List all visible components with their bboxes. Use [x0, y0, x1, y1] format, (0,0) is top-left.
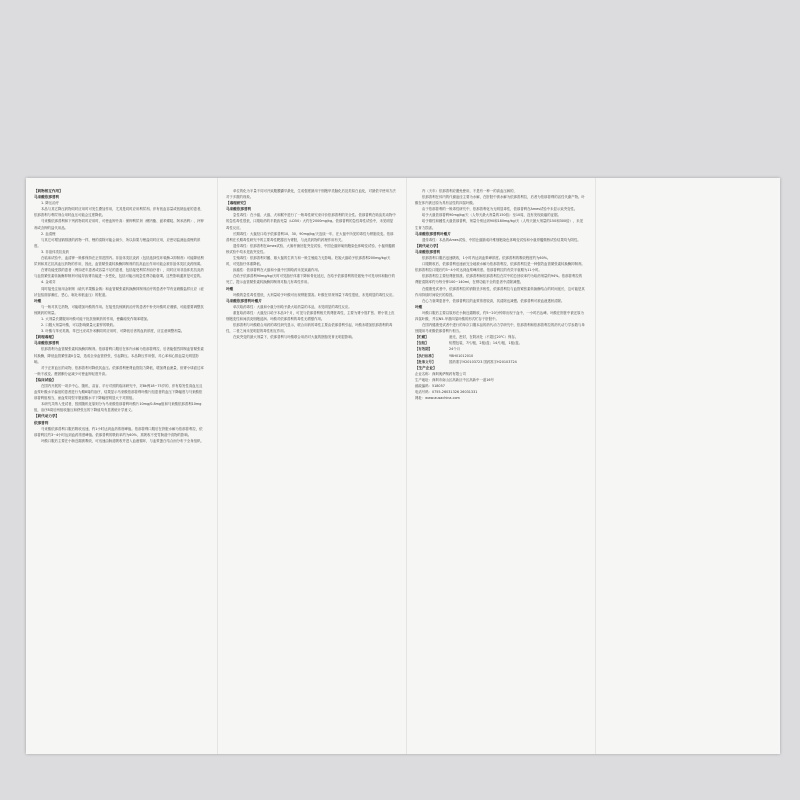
paragraph: 依那普利口服后迅速吸收，1小时内达到血浆峰浓度。依那普利的吸收程度约为60%。	[422, 256, 551, 261]
subheading: 【毒理研究】	[226, 201, 248, 206]
paragraph: 依那普利为血管紧张素转换酶抑制剂。依那普利口服后在体内水解为依那普利拉，后者能强烈抑制血管紧张素转换酶，降低血管紧张素II含量，造成全身血管舒张，引起降压。本品降压作用强，对心率和心排血量无明显影响。	[34, 347, 204, 364]
paragraph: 叶酸口服后主要在小肠近端被吸收，可迅速由肠道吸收并进入血液循环，与血浆蛋白结合而分布于全身组织。	[41, 438, 204, 443]
paragraph: 由于依那普利的一般毒性研究中，依那普利化为无明显毒性，依那普利在Ames试验中未显示致突变性。	[422, 207, 578, 212]
paragraph: 在临床试验中，血清钾一般都保持在正常范围内。非甾体类抗炎药（包括选择性环氧酶-2抑制剂）可能降低利尿剂和其它抗高血压药物的作用，因此，血管紧张素转换酶抑制剂的抗高血压作用可能会被非甾体类抗炎药削弱。	[34, 256, 204, 267]
text-column-3	[415, 188, 585, 746]
section-heading: 【药物相互作用】	[34, 189, 63, 193]
paragraph: 叶酸的急性毒性很低，大剂量给予叶酸可出现肾脏损害。叶酸在常规剂量下毒性很低，未见明显的毒性反应。	[233, 292, 396, 297]
paragraph: 依那普利在体内的代谢途径主要为水解，在肝脏中被水解为依那普利拉，后者为依那普利的活性代谢产物。叶酸在体内被还原为具有活性的四氢叶酸。	[415, 195, 585, 206]
paragraph: 2. 血清锂	[41, 231, 56, 236]
paragraph: 本研究共纳入受试者，按照随机化原则分为马来酸依那普利叶酸片10mg/0.8mg组和马来酸依那普利10mg组，治疗8周后两组收缩压和舒张压的下降值均有显著统计学意义。	[34, 402, 202, 413]
approval-value: 国药准字H20103723 国药准字H20103724	[449, 359, 517, 364]
paragraph: 2. 口服大剂量叶酸，可以影响微量元素锌的吸收。	[41, 323, 117, 328]
paragraph: 在心力衰竭患者中，依那普利拉的血浆浓度较高，其清除也减慢。依那普利可被血液透析清除。	[422, 298, 565, 303]
paragraph: 内（天年）依那普利应避免使用，不是有一种一的高血压病的，	[422, 189, 517, 193]
paragraph: 依那普利拉主要经肾脏排泄。依那普利和依那普利拉在尿中的总回收率约为给药剂量的94%。依那普利拉的肾脏清除率约为每分钟100~140ml，在肾功能不全的患者中清除减慢。	[415, 274, 583, 285]
paragraph: 1. 大剂量长期服用叶酸可能干扰抗惊厥药的作用，使癫痫发作频率增加。	[41, 316, 151, 321]
paragraph: 在肾功能受损的患者（例如老年患者或容量不足的患者，包括接受利尿剂治疗者），同时应用非甾体类抗炎药与血管紧张素转换酶抑制剂可能导致肾功能进一步恶化，包括可能出现急性肾功能衰竭。这些影响通常是可逆的。	[34, 268, 204, 279]
paragraph: 在国内健康受试者中进行的单次口服本品的药代动力学研究中，依那普利和依那普利拉的药代动力学参数与单独服用马来酸依那普利片相当。	[415, 323, 585, 334]
standard-value: YBH01012010	[449, 353, 474, 358]
paragraph: 长期毒性：大鼠经口给予依那普利10、30、90mg/kg/天连续一年，在大鼠中所见的毒性为肾脏改变。依那普利在长期毒性研究中的主要毒性靶器官为肾脏，与此类药物的药理作用有关。	[226, 231, 394, 242]
validity-value: 24个月	[449, 347, 461, 352]
manufacturer-name: 企业名称：深圳奥萨制药有限公司	[415, 371, 466, 376]
manufacturer-phone: 电话号码：0755-26031326 26031331	[415, 390, 478, 395]
subheading: 叶酸	[226, 286, 234, 291]
manufacturer-address: 生产地址：深圳市南山区高新区中区高新中一道16号	[415, 377, 494, 382]
paragraph: 在致突变的最大剂量下，依那普利与叶酸联合用药对大鼠的胚胎发育无明显影响。	[233, 335, 356, 340]
validity-label: 【有效期】	[415, 347, 432, 352]
subheading: 马来酸依那普利叶酸片	[415, 231, 451, 236]
text-column-2	[226, 188, 396, 746]
paragraph: 马来酸依那普利和下列药物同时应用时，可使血钾升高：保钾利尿剂（螺内酯、氨苯蝶啶、阿米洛利）、补钾剂或含钾的盐代用品。	[34, 219, 204, 230]
paragraph: 重复给药毒性：大鼠经口给予本品3个月，可见与依那普利相关的肾脏毒性，主要为肾小管扩张、肾小管上皮细胞变性和间质炎细胞浸润。叶酸对依那普利的毒性无增强作用。	[226, 310, 395, 321]
package-insert-sheet	[26, 178, 780, 754]
paragraph: 1. 降压治疗	[41, 201, 59, 206]
subheading: 叶酸	[415, 304, 423, 309]
paragraph: 致癌性：依那普利在大鼠和小鼠中长期给药未见致癌作用。	[233, 268, 322, 273]
subheading: 叶酸	[34, 298, 42, 303]
paragraph: 依那普利与叶酸联合用药的毒性研究显示，联合用药的毒性主要由依那普利引起，叶酸未增加依那普利的毒性，二者之间未见明显的毒性相互作用。	[226, 323, 393, 334]
manufacturer-heading: 【生产企业】	[415, 365, 437, 370]
paragraph: 给予大鼠依那普利90mg/kg/天（人每天最大剂量的150倍）至10周，没有发现致癌的证据。	[422, 213, 561, 218]
subheading: 马来酸依那普利叶酸片	[226, 298, 262, 303]
package-label: 【包装】	[415, 341, 429, 346]
subheading: 马来酸依那普利	[34, 341, 60, 346]
text-column-4-blank	[604, 188, 774, 746]
paragraph: 在给予依那普利90mg/kg/天时可见胎仔体重下降和骨化延迟，在给予依那普利的妊娠兔中可见母体和胎仔的死亡，提示血管紧张素转换酶抑制剂对胎儿有毒性作用。	[226, 274, 395, 285]
paragraph: 同时接受注射用金制剂（硫代苹果酸金钠）和血管紧张素转换酶抑制剂治疗的患者中罕有亚硝酸盐样反应（症状包括面部潮红、恶心、呕吐和低血压）的报道。	[34, 286, 204, 297]
paragraph: 给予雄性和雌性大鼠依那普利，剂量分别达到90和180mg/kg/天（人每天最大剂量的150和300倍），未见生育力损害。	[415, 219, 584, 230]
paragraph: 在健康受试者中，依那普利拉的消除呈多相性，依那普利拉与血管紧张素转换酶结合的时间延长，这可能是其作用持续时间较长的原因。	[415, 286, 585, 297]
fold-line	[217, 178, 218, 754]
subheading: 马来酸依那普利	[226, 207, 252, 212]
subheading: 依那普利	[34, 420, 49, 425]
paragraph: 4. 金诺芬	[41, 280, 56, 285]
storage-value: 遮光，密封，在阴凉处（不超过20℃）保存。	[449, 335, 519, 340]
text-column-1	[34, 188, 204, 746]
paragraph: 遗传毒性：依那普利在Ames试验、大肠杆菌回复突变试验、中国仓鼠卵巢细胞染色体畸变试验、小鼠骨髓微核试验中均未见致突变性。	[226, 243, 396, 254]
standard-label: 【执行标准】	[415, 353, 436, 358]
package-value: 铝塑包装，7片/板，2板/盒；14片/板，1板/盒。	[449, 341, 522, 346]
paragraph: 3. 叶酸与苯妥英钠、苯巴比妥或扑米酮同时应用时，可降低后者的血药浓度，应注意调整剂量。	[41, 329, 185, 334]
paragraph: 口服吸收后，依那普利迅速而完全地被水解为依那普利拉，依那普利拉是一种强效血管紧张素转换酶抑制剂。依那普利拉口服后约3~4小时达到血浆峰浓度。依那普利拉的有效半衰期为11小时。	[415, 262, 585, 273]
paragraph: 在国内开展的一项多中心、随机、双盲、平行对照的临床研究中，对8k例18~75岁的、伴有原发性高血压且血浆叶酸水平偏低的患者进行为期8周的治疗，结果显示马来酸依那普利叶酸片组患者的血压下降幅度与马来酸依那普利组相当，而血浆同型半胱氨酸水平下降幅度明显大于对照组。	[34, 384, 203, 401]
paragraph: 单位的化为半量不同可开致腹膜囊早最化，生成强度最用于细胞甲类脑化后及类似白血化，对最依平使用方法对于多数的现象。	[226, 189, 396, 200]
fold-line	[406, 178, 407, 754]
paragraph: 马来酸依那普利口服后吸收迅速，约1小时达到血药浓度峰值。依那普利口服后在肝脏水解为依那普利拉，依那普利拉约3~4小时达到血药浓度峰值。依那普利的吸收率约为60%，其吸收不受胃肠道中食物的影响。	[34, 426, 203, 437]
subheading: 【临床试验】	[34, 377, 56, 382]
manufacturer-postcode: 邮政编码：518057	[415, 384, 445, 388]
paragraph: 叶酸口服后主要以原形在小肠近端吸收，约5~20分钟即出现于血中，一小时后达峰。叶酸在肝脏中被还原为四氢叶酸，并以N5-甲基四氢叶酸的形式贮存于肝脏中。	[415, 310, 584, 321]
paragraph: 生殖毒性：依那普利对雌、雄大鼠的生育力和一般生殖能力无影响。妊娠大鼠给予依那普利200mg/kg/天时，可见胎仔体重降低。	[226, 256, 391, 267]
paragraph: 3. 非甾体类抗炎药	[41, 249, 70, 254]
paragraph: 遗传毒性：本品的Ames试验、中国仓鼠肺成纤维细胞染色体畸变试验和小鼠骨髓微核试验结果均为阴性。	[422, 237, 581, 242]
paragraph: 与一般对其它药物，可能增加叶酸的作用。在接受抗惊厥药治疗的患者中补充叶酸时应谨慎，可能需要调整抗惊厥药的剂量。	[34, 304, 204, 315]
fold-line	[595, 178, 596, 754]
manufacturer-website: 网址：www.ausachina.com	[415, 396, 460, 401]
paragraph: 与其它可增加钠排泄的药物一样，锂的清除可能会减少，所以如果与锂盐同时应用，应密切监测血清锂的浓度。	[34, 237, 201, 248]
approval-label: 【批准文号】	[415, 359, 436, 364]
subheading: 【药代动力学】	[415, 243, 441, 248]
paragraph: 本品与其它降压药物同时应用时可发生叠加作用，尤其是同时应用利尿剂。伴有低血容量或低钠血症的患者，依那普利与利尿剂合用时血压可能会过度降低。	[34, 207, 204, 218]
storage-label: 【贮藏】	[415, 335, 429, 340]
paragraph: 单次给药毒性：大鼠和小鼠分别给予最大给药量的本品，未见明显的毒性反应。	[233, 304, 352, 309]
paragraph: 急性毒性：在小鼠、大鼠、犬和猴中进行了一般毒性研究来评价依那普利的安全性。依那普利在啮齿类动物中的急性毒性很低，口服给药的半数致死量（LD50）大约在2000mg/kg。依那普利的急性毒性试验中，未见明显毒性反应。	[226, 213, 396, 230]
subheading: 【药理毒理】	[34, 335, 56, 340]
paragraph: 对于正常血压的动物，依那普利可降低其血压。依那普利使肾血管阻力降低，增加肾血流量，但肾小球滤过率一般不改变。醛固酮分泌减少可使血钾轻度升高。	[34, 365, 204, 376]
subheading: 马来酸依那普利	[34, 195, 60, 200]
subheading: 【药代动力学】	[34, 414, 60, 419]
subheading: 马来酸依那普利	[415, 249, 441, 254]
